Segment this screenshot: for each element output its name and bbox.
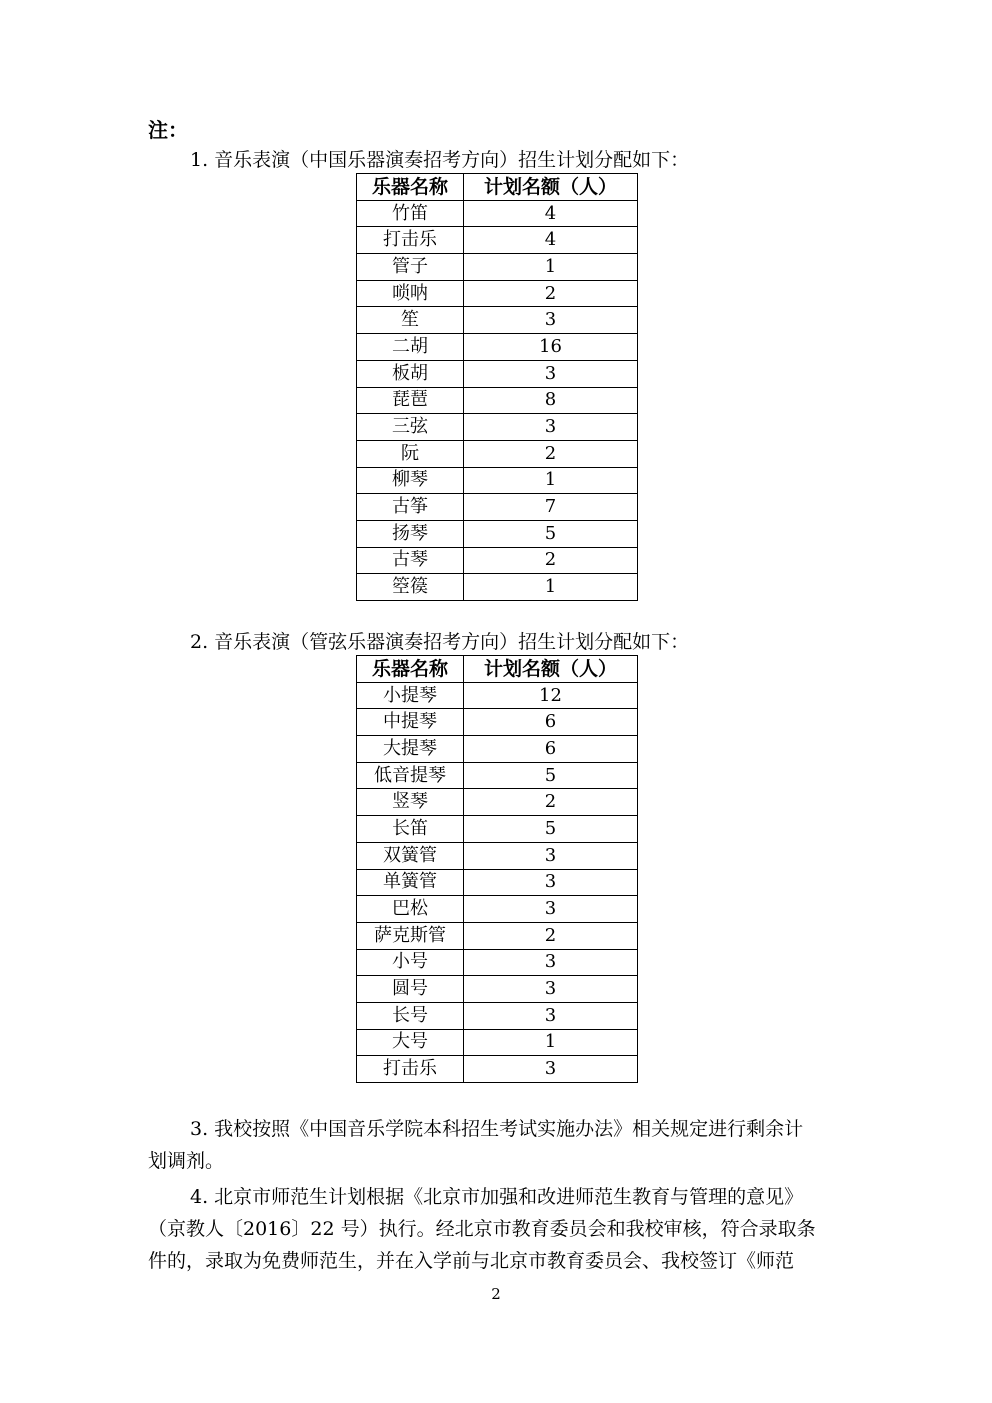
table-row (357, 922, 638, 949)
table-row (357, 414, 638, 441)
quota-cell: 1 (464, 254, 638, 281)
column-header-instrument: 乐器名称 (357, 656, 464, 683)
table-row (357, 789, 638, 816)
instrument-name-cell: 长笛 (357, 816, 464, 843)
table-row (357, 334, 638, 361)
table-row (357, 520, 638, 547)
quota-cell: 7 (464, 494, 638, 521)
table-row (357, 842, 638, 869)
quota-cell: 5 (464, 816, 638, 843)
table-row (357, 200, 638, 227)
table-row (357, 816, 638, 843)
paragraph-3 (148, 1113, 832, 1177)
quota-cell: 16 (464, 334, 638, 361)
table-row (357, 467, 638, 494)
quota-cell: 2 (464, 280, 638, 307)
table-header-row (357, 174, 638, 201)
table-row (357, 736, 638, 763)
instrument-name-cell: 古筝 (357, 494, 464, 521)
table-row (357, 869, 638, 896)
instrument-name-cell: 低音提琴 (357, 762, 464, 789)
table-row (357, 280, 638, 307)
quota-cell: 3 (464, 1002, 638, 1029)
table-row (357, 227, 638, 254)
table-row (357, 440, 638, 467)
table-row (357, 574, 638, 601)
table-row (357, 307, 638, 334)
table-row (357, 1029, 638, 1056)
instrument-name-cell: 巴松 (357, 896, 464, 923)
table-row (357, 976, 638, 1003)
quota-cell: 3 (464, 869, 638, 896)
section2-heading: 2. 音乐表演（管弦乐器演奏招考方向）招生计划分配如下： (190, 631, 690, 653)
table-row (357, 709, 638, 736)
quota-cell: 3 (464, 842, 638, 869)
quota-cell: 3 (464, 976, 638, 1003)
paragraph-line: （京教人〔2016〕22 号）执行。经北京市教育委员会和我校审核，符合录取条 (148, 1218, 816, 1240)
table-header-row (357, 656, 638, 683)
table-row (357, 254, 638, 281)
quota-cell: 5 (464, 520, 638, 547)
quota-cell: 2 (464, 440, 638, 467)
instrument-name-cell: 大号 (357, 1029, 464, 1056)
instrument-name-cell: 萨克斯管 (357, 922, 464, 949)
table-row (357, 682, 638, 709)
chinese-instruments-table (356, 173, 638, 601)
quota-cell: 6 (464, 709, 638, 736)
quota-cell: 12 (464, 682, 638, 709)
quota-cell: 6 (464, 736, 638, 763)
instrument-name-cell: 圆号 (357, 976, 464, 1003)
table-row (357, 547, 638, 574)
paragraph-line: 4. 北京市师范生计划根据《北京市加强和改进师范生教育与管理的意见》 (190, 1186, 804, 1208)
paragraph-line: 件的，录取为免费师范生，并在入学前与北京市教育委员会、我校签订《师范 (148, 1250, 795, 1272)
quota-cell: 4 (464, 227, 638, 254)
instrument-name-cell: 柳琴 (357, 467, 464, 494)
instrument-name-cell: 二胡 (357, 334, 464, 361)
table-row (357, 360, 638, 387)
quota-cell: 2 (464, 789, 638, 816)
quota-cell: 3 (464, 414, 638, 441)
quota-cell: 4 (464, 200, 638, 227)
table-row (357, 1002, 638, 1029)
instrument-name-cell: 竖琴 (357, 789, 464, 816)
table-row (357, 387, 638, 414)
instrument-name-cell: 中提琴 (357, 709, 464, 736)
instrument-name-cell: 笙 (357, 307, 464, 334)
quota-cell: 3 (464, 896, 638, 923)
quota-cell: 2 (464, 547, 638, 574)
instrument-name-cell: 小号 (357, 949, 464, 976)
table-row (357, 1056, 638, 1083)
instrument-name-cell: 单簧管 (357, 869, 464, 896)
table-row (357, 896, 638, 923)
instrument-name-cell: 长号 (357, 1002, 464, 1029)
instrument-name-cell: 竹笛 (357, 200, 464, 227)
table-row (357, 494, 638, 521)
instrument-name-cell: 阮 (357, 440, 464, 467)
instrument-name-cell: 板胡 (357, 360, 464, 387)
instrument-name-cell: 双簧管 (357, 842, 464, 869)
instrument-name-cell: 打击乐 (357, 227, 464, 254)
instrument-name-cell: 大提琴 (357, 736, 464, 763)
quota-cell: 3 (464, 360, 638, 387)
instrument-name-cell: 小提琴 (357, 682, 464, 709)
section1-heading: 1. 音乐表演（中国乐器演奏招考方向）招生计划分配如下： (190, 149, 690, 171)
instrument-name-cell: 琵琶 (357, 387, 464, 414)
quota-cell: 1 (464, 574, 638, 601)
instrument-name-cell: 唢呐 (357, 280, 464, 307)
column-header-quota: 计划名额（人） (464, 656, 638, 683)
instrument-name-cell: 古琴 (357, 547, 464, 574)
quota-cell: 1 (464, 1029, 638, 1056)
quota-cell: 1 (464, 467, 638, 494)
instrument-name-cell: 管子 (357, 254, 464, 281)
instrument-name-cell: 打击乐 (357, 1056, 464, 1083)
quota-cell: 8 (464, 387, 638, 414)
table-row (357, 949, 638, 976)
orchestral-instruments-table (356, 655, 638, 1083)
paragraph-4 (148, 1181, 832, 1277)
paragraph-line: 划调剂。 (148, 1150, 225, 1172)
instrument-name-cell: 扬琴 (357, 520, 464, 547)
column-header-instrument: 乐器名称 (357, 174, 464, 201)
note-label: 注： (148, 118, 188, 142)
instrument-name-cell: 三弦 (357, 414, 464, 441)
quota-cell: 3 (464, 307, 638, 334)
page-number: 2 (491, 1285, 501, 1303)
instrument-name-cell: 箜篌 (357, 574, 464, 601)
paragraph-line: 3. 我校按照《中国音乐学院本科招生考试实施办法》相关规定进行剩余计 (190, 1118, 804, 1140)
column-header-quota: 计划名额（人） (464, 174, 638, 201)
quota-cell: 2 (464, 922, 638, 949)
quota-cell: 3 (464, 1056, 638, 1083)
quota-cell: 5 (464, 762, 638, 789)
table-row (357, 762, 638, 789)
quota-cell: 3 (464, 949, 638, 976)
